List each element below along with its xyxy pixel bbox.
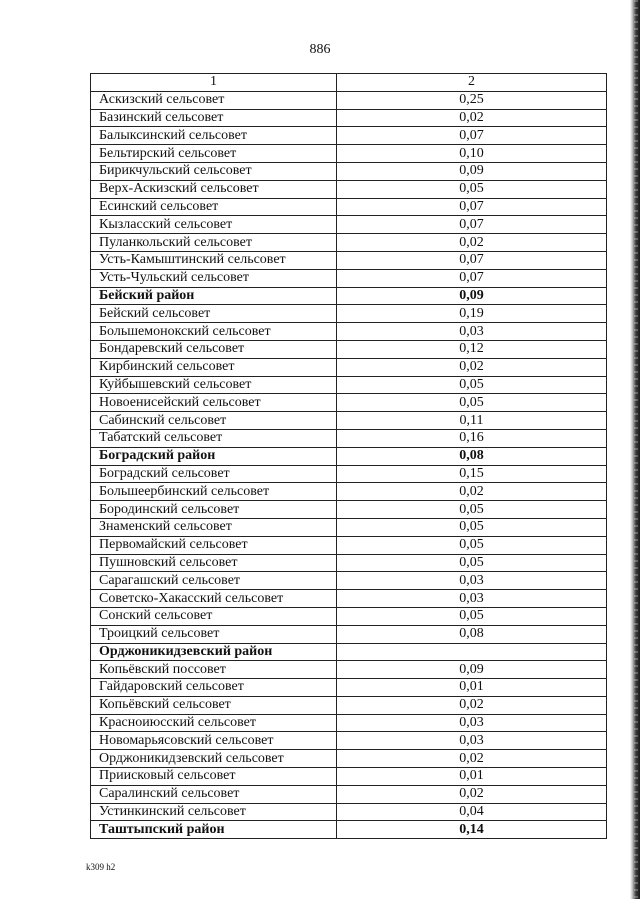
row-name: Большеербинский сельсовет xyxy=(91,483,337,501)
row-value: 0,03 xyxy=(337,590,607,608)
row-name: Копьёвский сельсовет xyxy=(91,696,337,714)
row-name: Усть-Камыштинский сельсовет xyxy=(91,251,337,269)
row-name: Табатский сельсовет xyxy=(91,429,337,447)
row-name: Бейский сельсовет xyxy=(91,305,337,323)
row-value: 0,02 xyxy=(337,483,607,501)
data-table xyxy=(90,73,607,839)
table-row xyxy=(91,145,607,163)
table-row xyxy=(91,518,607,536)
row-name: Пуланкольский сельсовет xyxy=(91,234,337,252)
column-header-1: 1 xyxy=(91,74,337,92)
row-name: Кирбинский сельсовет xyxy=(91,358,337,376)
row-name: Усть-Чульский сельсовет xyxy=(91,269,337,287)
row-name: Гайдаровский сельсовет xyxy=(91,679,337,697)
row-name: Сабинский сельсовет xyxy=(91,412,337,430)
row-value: 0,19 xyxy=(337,305,607,323)
table-row xyxy=(91,803,607,821)
table-row xyxy=(91,323,607,341)
table-row xyxy=(91,607,607,625)
row-value: 0,09 xyxy=(337,287,607,305)
row-name: Бейский район xyxy=(91,287,337,305)
table-row xyxy=(91,305,607,323)
district-row xyxy=(91,821,607,839)
table-row xyxy=(91,91,607,109)
table-row xyxy=(91,750,607,768)
table-row xyxy=(91,269,607,287)
row-value: 0,05 xyxy=(337,376,607,394)
table-row xyxy=(91,429,607,447)
row-name: Большемонокский сельсовет xyxy=(91,323,337,341)
table-row xyxy=(91,661,607,679)
table-row xyxy=(91,234,607,252)
row-name: Троицкий сельсовет xyxy=(91,625,337,643)
table-row xyxy=(91,127,607,145)
row-value: 0,07 xyxy=(337,251,607,269)
row-name: Новоенисейский сельсовет xyxy=(91,394,337,412)
column-header-2: 2 xyxy=(337,74,607,92)
row-name: Советско-Хакасский сельсовет xyxy=(91,590,337,608)
row-name: Бондаревский сельсовет xyxy=(91,340,337,358)
row-value: 0,07 xyxy=(337,216,607,234)
row-name: Бородинский сельсовет xyxy=(91,501,337,519)
row-value: 0,14 xyxy=(337,821,607,839)
table-row xyxy=(91,198,607,216)
table-row xyxy=(91,554,607,572)
row-name: Боградский сельсовет xyxy=(91,465,337,483)
row-value: 0,02 xyxy=(337,785,607,803)
table-row xyxy=(91,483,607,501)
row-name: Аскизский сельсовет xyxy=(91,91,337,109)
table-row xyxy=(91,412,607,430)
footer-code: k309 h2 xyxy=(86,862,116,872)
row-value: 0,25 xyxy=(337,91,607,109)
row-value: 0,05 xyxy=(337,180,607,198)
row-value: 0,01 xyxy=(337,768,607,786)
row-value: 0,02 xyxy=(337,696,607,714)
row-value: 0,03 xyxy=(337,714,607,732)
row-value: 0,02 xyxy=(337,358,607,376)
row-name: Устинкинский сельсовет xyxy=(91,803,337,821)
row-name: Куйбышевский сельсовет xyxy=(91,376,337,394)
row-value: 0,09 xyxy=(337,661,607,679)
table-row xyxy=(91,251,607,269)
district-row xyxy=(91,287,607,305)
page-number: 886 xyxy=(309,42,331,57)
row-value: 0,03 xyxy=(337,732,607,750)
row-value: 0,02 xyxy=(337,109,607,127)
table-row xyxy=(91,785,607,803)
row-value: 0,08 xyxy=(337,625,607,643)
row-value: 0,08 xyxy=(337,447,607,465)
table-header-row xyxy=(91,74,607,92)
row-value: 0,05 xyxy=(337,394,607,412)
district-row xyxy=(91,447,607,465)
row-name: Сарагашский сельсовет xyxy=(91,572,337,590)
row-name: Кызласский сельсовет xyxy=(91,216,337,234)
table-row xyxy=(91,732,607,750)
row-value: 0,07 xyxy=(337,198,607,216)
table-row xyxy=(91,216,607,234)
row-name: Орджоникидзевский район xyxy=(91,643,337,661)
row-name: Балыксинский сельсовет xyxy=(91,127,337,145)
row-name: Сонский сельсовет xyxy=(91,607,337,625)
row-name: Базинский сельсовет xyxy=(91,109,337,127)
row-value: 0,05 xyxy=(337,554,607,572)
row-value xyxy=(337,643,607,661)
row-name: Красноиюсский сельсовет xyxy=(91,714,337,732)
table-row xyxy=(91,358,607,376)
table-row xyxy=(91,376,607,394)
row-value: 0,03 xyxy=(337,323,607,341)
row-name: Знаменский сельсовет xyxy=(91,518,337,536)
row-value: 0,05 xyxy=(337,536,607,554)
row-name: Пушновский сельсовет xyxy=(91,554,337,572)
row-name: Бельтирский сельсовет xyxy=(91,145,337,163)
table-row xyxy=(91,162,607,180)
table-row xyxy=(91,501,607,519)
table-row xyxy=(91,572,607,590)
row-value: 0,05 xyxy=(337,501,607,519)
scan-edge-texture xyxy=(634,0,638,899)
table-row xyxy=(91,590,607,608)
row-value: 0,05 xyxy=(337,607,607,625)
table-row xyxy=(91,394,607,412)
row-name: Копьёвский поссовет xyxy=(91,661,337,679)
row-value: 0,02 xyxy=(337,234,607,252)
table-row xyxy=(91,714,607,732)
row-name: Верх-Аскизский сельсовет xyxy=(91,180,337,198)
row-value: 0,10 xyxy=(337,145,607,163)
row-name: Первомайский сельсовет xyxy=(91,536,337,554)
table-row xyxy=(91,180,607,198)
table-row xyxy=(91,536,607,554)
row-name: Боградский район xyxy=(91,447,337,465)
row-value: 0,15 xyxy=(337,465,607,483)
row-value: 0,03 xyxy=(337,572,607,590)
row-value: 0,04 xyxy=(337,803,607,821)
row-value: 0,02 xyxy=(337,750,607,768)
row-value: 0,05 xyxy=(337,518,607,536)
table-row xyxy=(91,465,607,483)
row-name: Бирикчульский сельсовет xyxy=(91,162,337,180)
table-row xyxy=(91,768,607,786)
table-body xyxy=(91,91,607,838)
row-value: 0,07 xyxy=(337,127,607,145)
row-value: 0,09 xyxy=(337,162,607,180)
table-row xyxy=(91,679,607,697)
table-row xyxy=(91,696,607,714)
row-name: Есинский сельсовет xyxy=(91,198,337,216)
row-value: 0,01 xyxy=(337,679,607,697)
row-name: Орджоникидзевский сельсовет xyxy=(91,750,337,768)
table-row xyxy=(91,340,607,358)
row-value: 0,11 xyxy=(337,412,607,430)
row-name: Саралинский сельсовет xyxy=(91,785,337,803)
row-name: Таштыпский район xyxy=(91,821,337,839)
district-row xyxy=(91,643,607,661)
row-name: Новомарьясовский сельсовет xyxy=(91,732,337,750)
table-row xyxy=(91,109,607,127)
row-name: Приисковый сельсовет xyxy=(91,768,337,786)
row-value: 0,16 xyxy=(337,429,607,447)
row-value: 0,12 xyxy=(337,340,607,358)
row-value: 0,07 xyxy=(337,269,607,287)
table-row xyxy=(91,625,607,643)
